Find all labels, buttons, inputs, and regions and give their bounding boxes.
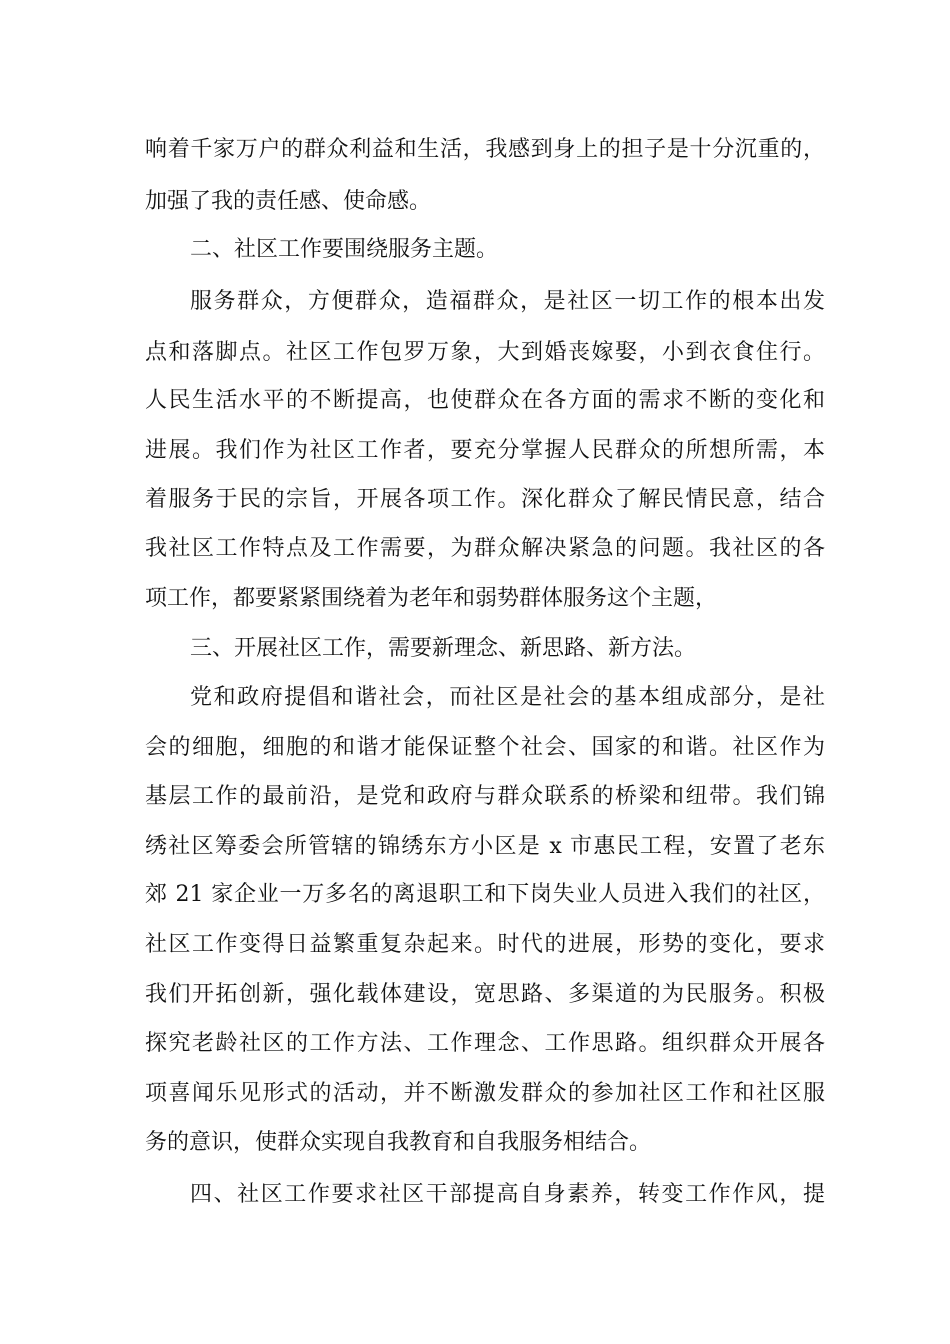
text-line: 探究老龄社区的工作方法、工作理念、工作思路。组织群众开展各 [145,1031,825,1056]
text-line: 响着千家万户的群众利益和生活，我感到身上的担子是十分沉重的， [145,137,825,162]
text-line: 着服务于民的宗旨，开展各项工作。深化群众了解民情民意，结合 [145,487,825,512]
text-line: 点和落脚点。社区工作包罗万象，大到婚丧嫁娶，小到衣食住行。 [145,340,825,365]
text-line: 项工作，都要紧紧围绕着为老年和弱势群体服务这个主题， [145,586,718,611]
text-line: 务的意识，使群众实现自我教育和自我服务相结合。 [145,1130,652,1155]
text-line: 项喜闻乐见形式的活动，并不断激发群众的参加社区工作和社区服 [145,1081,825,1106]
text-line: 人民生活水平的不断提高，也使群众在各方面的需求不断的变化和 [145,388,825,413]
text-line: 我们开拓创新，强化载体建设，宽思路、多渠道的为民服务。积极 [145,982,825,1007]
text-line: 基层工作的最前沿，是党和政府与群众联系的桥梁和纽带。我们锦 [145,784,825,809]
text-line: 进展。我们作为社区工作者，要充分掌握人民群众的所想所需，本 [145,438,825,463]
section-heading: 三、开展社区工作，需要新理念、新思路、新方法。 [190,636,697,661]
text-line: 我社区工作特点及工作需要，为群众解决紧急的问题。我社区的各 [145,536,825,561]
section-heading: 二、社区工作要围绕服务主题。 [190,237,499,262]
text-line: 郊 21 家企业一万多名的离退职工和下岗失业人员进入我们的社区， [145,882,825,907]
text-line: 会的细胞，细胞的和谐才能保证整个社会、国家的和谐。社区作为 [145,735,825,760]
text-line: 绣社区筹委会所管辖的锦绣东方小区是 x 市惠民工程，安置了老东 [145,834,825,859]
text-line: 加强了我的责任感、使命感。 [145,189,432,214]
text-line: 党和政府提倡和谐社会，而社区是社会的基本组成部分，是社 [190,685,825,710]
section-heading: 四、社区工作要求社区干部提高自身素养，转变工作作风，提 [190,1182,825,1207]
text-line: 社区工作变得日益繁重复杂起来。时代的进展，形势的变化，要求 [145,932,825,957]
text-line: 服务群众，方便群众，造福群众，是社区一切工作的根本出发 [190,289,825,314]
